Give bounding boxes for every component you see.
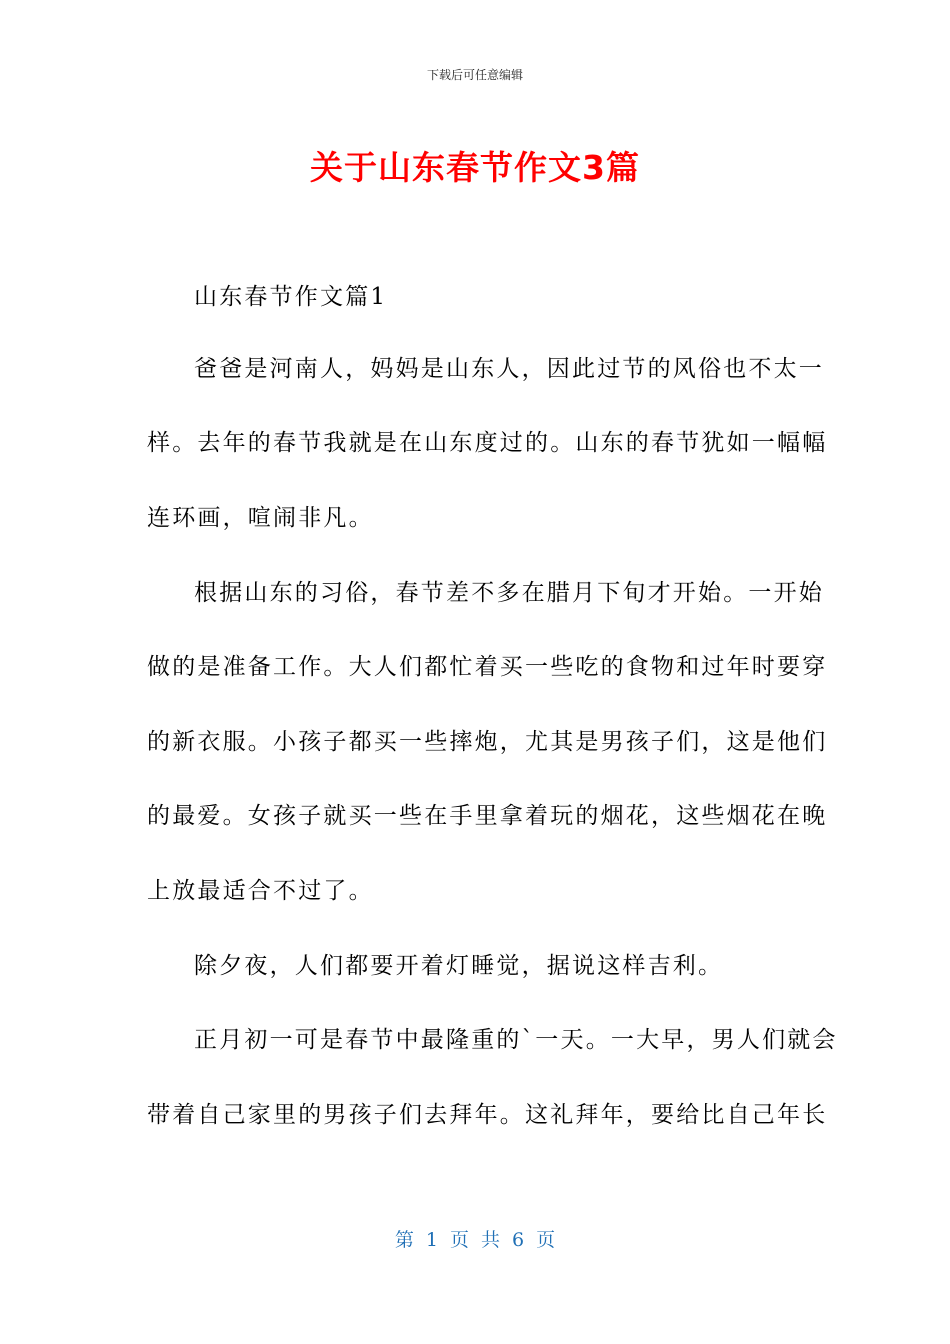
- paragraph-line: 正月初一可是春节中最隆重的`一天。一大早，男人们就会: [194, 1027, 838, 1053]
- paragraph-line: 的最爱。女孩子就买一些在手里拿着玩的烟花，这些烟花在晚: [147, 803, 828, 829]
- paragraph-line: 的新衣服。小孩子都买一些摔炮，尤其是男孩子们，这是他们: [147, 729, 828, 755]
- paragraph-line: 除夕夜，人们都要开着灯睡觉，据说这样吉利。: [194, 953, 724, 979]
- paragraph-line: 带着自己家里的男孩子们去拜年。这礼拜年，要给比自己年长: [147, 1102, 828, 1128]
- header-note: 下载后可任意编辑: [426, 68, 523, 82]
- paragraph-line: 样。去年的春节我就是在山东度过的。山东的春节犹如一幅幅: [147, 430, 828, 456]
- section-heading: 山东春节作文篇1: [194, 284, 388, 310]
- paragraph-line: 连环画，喧闹非凡。: [147, 505, 374, 531]
- page-number-footer: 第 1 页 共 6 页: [394, 1229, 556, 1251]
- paragraph-line: 根据山东的习俗，春节差不多在腊月下旬才开始。一开始: [194, 580, 824, 606]
- paragraph-line: 做的是准备工作。大人们都忙着买一些吃的食物和过年时要穿: [147, 654, 828, 680]
- paragraph-line: 爸爸是河南人，妈妈是山东人，因此过节的风俗也不太一: [194, 356, 824, 382]
- paragraph-line: 上放最适合不过了。: [147, 878, 374, 904]
- document-title: 关于山东春节作文3篇: [310, 148, 640, 187]
